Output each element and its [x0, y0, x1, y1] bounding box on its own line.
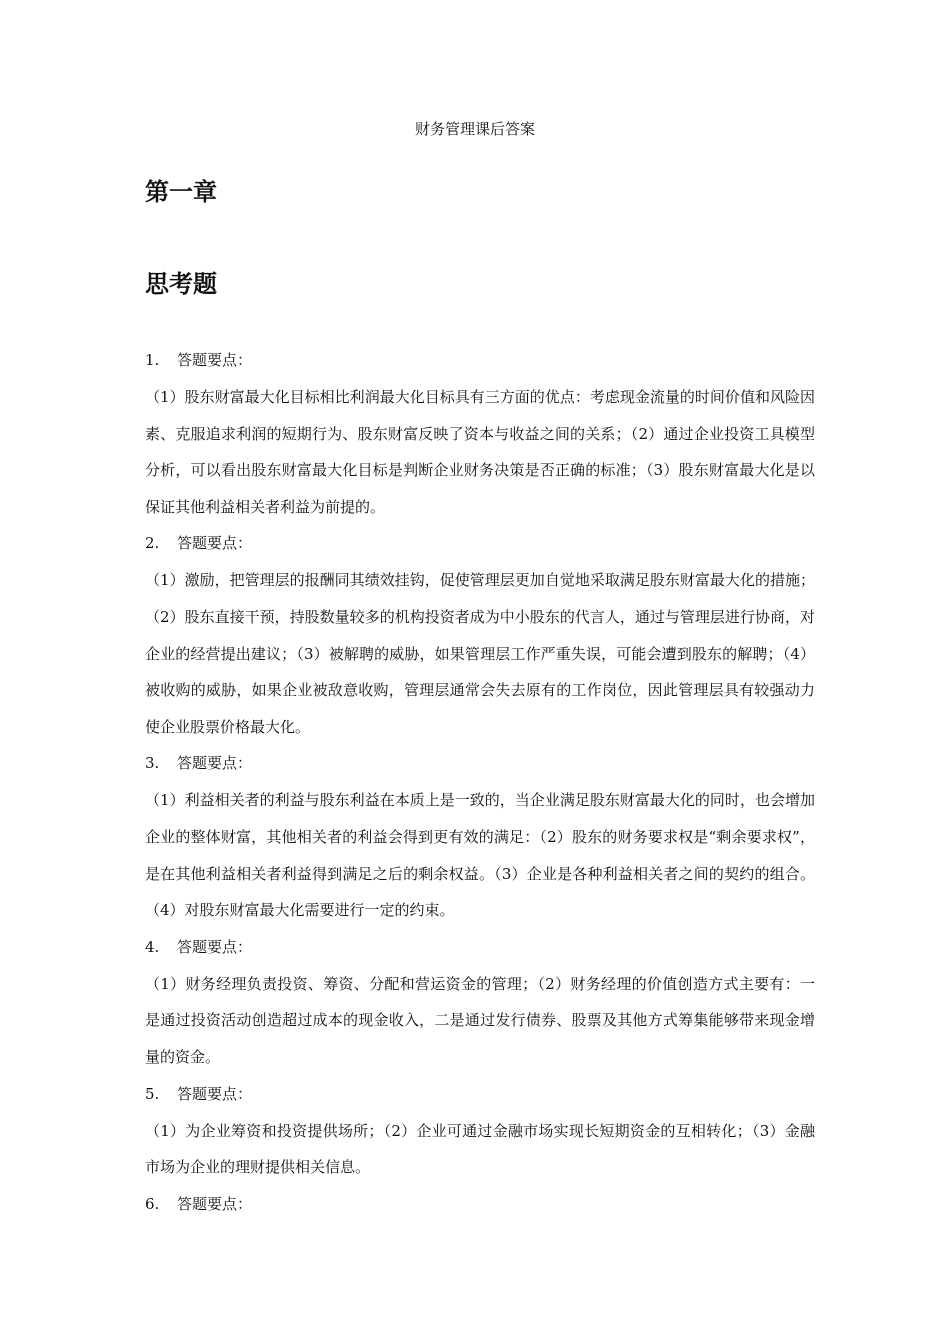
chapter-heading: 第一章: [145, 178, 217, 206]
question-item: [145, 1076, 815, 1186]
question-number: 4.: [145, 937, 160, 956]
question-item: [145, 929, 815, 1076]
question-answer: （1）激励，把管理层的报酬同其绩效挂钩，促使管理层更加自觉地采取满足股东财富最大化的措施；（2）股东直接干预，持股数量较多的机构投资者成为中小股东的代言人，通过与管理层进行协商，对企业的经营提出建议；（3）被解聘的威胁，如果管理层工作严重失误，可能会遭到股东的解聘；（4）被收购的威胁，如果企业被敌意收购，管理层通常会失去原有的工作岗位，因此管理层具有较强动力使企业股票价格最大化。: [145, 571, 815, 736]
question-header: [145, 1076, 815, 1113]
question-item: [145, 745, 815, 928]
question-item: [145, 342, 815, 525]
question-label: 答题要点：: [177, 534, 253, 553]
question-label: 答题要点：: [177, 754, 253, 773]
question-answer: （1）利益相关者的利益与股东利益在本质上是一致的，当企业满足股东财富最大化的同时，也会增加企业的整体财富，其他相关者的利益会得到更有效的满足：（2）股东的财务要求权是“剩余要求权”，是在其他利益相关者利益得到满足之后的剩余权益。（3）企业是各种利益相关者之间的契约的组合。（4）对股东财富最大化需要进行一定的约束。: [145, 791, 815, 920]
question-answer: （1）股东财富最大化目标相比利润最大化目标具有三方面的优点：考虑现金流量的时间价值和风险因素、克服追求利润的短期行为、股东财富反映了资本与收益之间的关系；（2）通过企业投资工具模型分析，可以看出股东财富最大化目标是判断企业财务决策是否正确的标准；（3）股东财富最大化是以保证其他利益相关者利益为前提的。: [145, 388, 815, 516]
question-label: 答题要点：: [177, 1084, 253, 1103]
question-answer: （1）为企业筹资和投资提供场所；（2）企业可通过金融市场实现长短期资金的互相转化；（3）金融市场为企业的理财提供相关信息。: [145, 1121, 815, 1177]
question-number: 2.: [145, 534, 160, 553]
question-number: 1.: [145, 351, 160, 369]
question-number: 3.: [145, 754, 160, 773]
question-number: 6.: [145, 1194, 160, 1213]
answer-list: [145, 342, 815, 1223]
question-label: 答题要点：: [177, 937, 253, 956]
question-item: [145, 1186, 815, 1223]
question-header: [145, 342, 815, 379]
question-header: [145, 1186, 815, 1223]
question-number: 5.: [145, 1084, 160, 1103]
question-label: 答题要点：: [177, 1194, 253, 1213]
document-title: 财务管理课后答案: [414, 120, 535, 138]
question-header: [145, 525, 815, 562]
question-item: [145, 525, 815, 745]
question-header: [145, 929, 815, 966]
section-heading: 思考题: [145, 270, 217, 298]
question-label: 答题要点：: [177, 351, 253, 369]
question-header: [145, 745, 815, 782]
question-answer: （1）财务经理负责投资、筹资、分配和营运资金的管理；（2）财务经理的价值创造方式主要有：一是通过投资活动创造超过成本的现金收入，二是通过发行债券、股票及其他方式筹集能够带来现金增量的资金。: [145, 974, 815, 1066]
